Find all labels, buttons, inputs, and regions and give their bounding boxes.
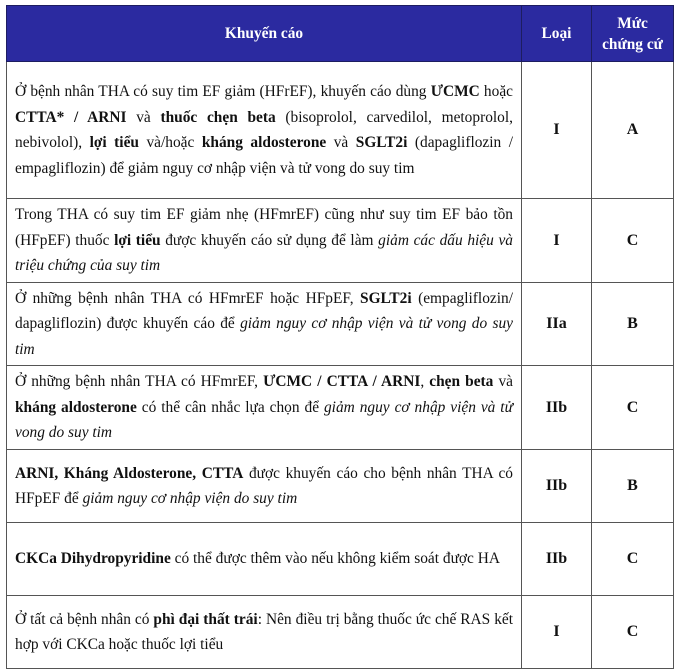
recommendation-segment: lợi tiểu (89, 134, 139, 151)
recommendation-segment: kháng aldosterone (201, 134, 327, 151)
header-row (7, 6, 674, 62)
recommendation-segment: Trong THA có suy tim EF giảm nhẹ (HFmrEF) cũng như suy tim EF bảo tồn (HFpEF) thuốc (15, 206, 513, 249)
recommendation-segment: ƯCMC / CTTA / ARNI (263, 373, 421, 391)
recommendation-text (7, 450, 522, 523)
table-row (7, 199, 674, 283)
recommendation-segment: hoặc (479, 83, 513, 100)
class-cell: IIb (522, 450, 592, 523)
level-cell: C (592, 596, 674, 669)
header-recommendation: Khuyến cáo (7, 6, 522, 62)
level-cell: C (592, 523, 674, 596)
recommendation-segment: có thể cân nhắc lựa chọn để (136, 398, 324, 416)
recommendation-segment: kháng aldosterone (15, 398, 137, 416)
recommendation-segment: ARNI, Kháng Aldosterone, CTTA (15, 464, 244, 482)
header-class: Loại (522, 6, 592, 62)
recommendation-segment: lợi tiểu (114, 231, 161, 249)
recommendation-segment: giảm các dấu hiệu và triệu chứng của suy tim (15, 231, 513, 275)
class-cell: IIb (522, 366, 592, 450)
recommendation-segment: , (420, 373, 430, 391)
recommendation-segment: phì đại thất trái (153, 610, 258, 628)
recommendation-segment: giảm nguy cơ nhập viện do suy tim (82, 490, 298, 507)
recommendation-text (7, 199, 522, 283)
level-cell: B (592, 283, 674, 366)
recommendation-segment: : Nên điều trị bằng thuốc ức chế RAS kết hợp với CKCa hoặc thuốc lợi tiểu (15, 610, 514, 653)
class-cell: IIb (522, 523, 592, 596)
recommendation-text (7, 283, 522, 366)
level-cell: B (592, 450, 674, 523)
recommendation-segment: giảm nguy cơ nhập viện và tử vong do suy tim (15, 315, 513, 358)
recommendation-text (7, 366, 522, 450)
level-cell: A (592, 62, 674, 199)
recommendation-segment: (bisoprolol, carvedilol, metoprolol, nebivolol), (15, 108, 513, 151)
recommendation-segment: và (493, 373, 513, 391)
header-level (592, 6, 674, 62)
recommendation-text (7, 596, 522, 669)
recommendation-segment: SGLT2i (355, 134, 408, 151)
recommendation-text (7, 62, 522, 199)
recommendation-segment: CKCa Dihydropyridine (15, 550, 171, 568)
table-row (7, 366, 674, 450)
recommendation-segment: CTTA* / ARNI (15, 108, 127, 126)
table-row (7, 596, 674, 669)
class-cell: I (522, 596, 592, 669)
recommendation-segment: Ở những bệnh nhân THA có HFmrEF hoặc HFpEF, (15, 289, 361, 307)
recommendation-segment: ƯCMC (430, 83, 480, 100)
recommendation-segment: có thể được thêm vào nếu không kiểm soát được HA (170, 550, 500, 568)
class-cell: I (522, 199, 592, 283)
header-level-line1: Mức (617, 14, 648, 32)
class-cell: IIa (522, 283, 592, 366)
recommendation-text (7, 523, 522, 596)
recommendation-segment: và/hoặc (138, 134, 202, 151)
recommendation-segment: chẹn beta (429, 373, 494, 391)
table-row (7, 523, 674, 596)
table-row (7, 62, 674, 199)
recommendation-segment: Ở bệnh nhân THA có suy tim EF giảm (HFrEF), khuyến cáo dùng (15, 83, 431, 100)
recommendation-segment: (empagliflozin/ dapagliflozin) được khuyến cáo để (15, 289, 513, 333)
recommendation-segment: SGLT2i (360, 289, 412, 307)
recommendation-segment: được khuyến cáo sử dụng để làm (160, 231, 379, 249)
recommendation-segment: thuốc chẹn beta (160, 108, 276, 126)
table-row (7, 450, 674, 523)
recommendation-table (6, 5, 674, 669)
class-cell: I (522, 62, 592, 199)
recommendation-segment: và (126, 108, 161, 126)
recommendation-segment: Ở những bệnh nhân THA có HFmrEF, (15, 373, 264, 391)
recommendation-segment: Ở tất cả bệnh nhân có (15, 610, 154, 628)
recommendation-segment: (dapagliflozin / empagliflozin) để giảm nguy cơ nhập viện và tử vong do suy tim (15, 134, 513, 177)
level-cell: C (592, 366, 674, 450)
recommendation-segment: và (326, 134, 356, 151)
recommendation-segment: giảm nguy cơ nhập viện và tử vong do suy tim (15, 398, 513, 442)
level-cell: C (592, 199, 674, 283)
header-level-line2: chứng cứ (602, 35, 663, 53)
recommendation-segment: được khuyến cáo cho bệnh nhân THA có HFpEF để (15, 464, 513, 507)
table-row (7, 283, 674, 366)
